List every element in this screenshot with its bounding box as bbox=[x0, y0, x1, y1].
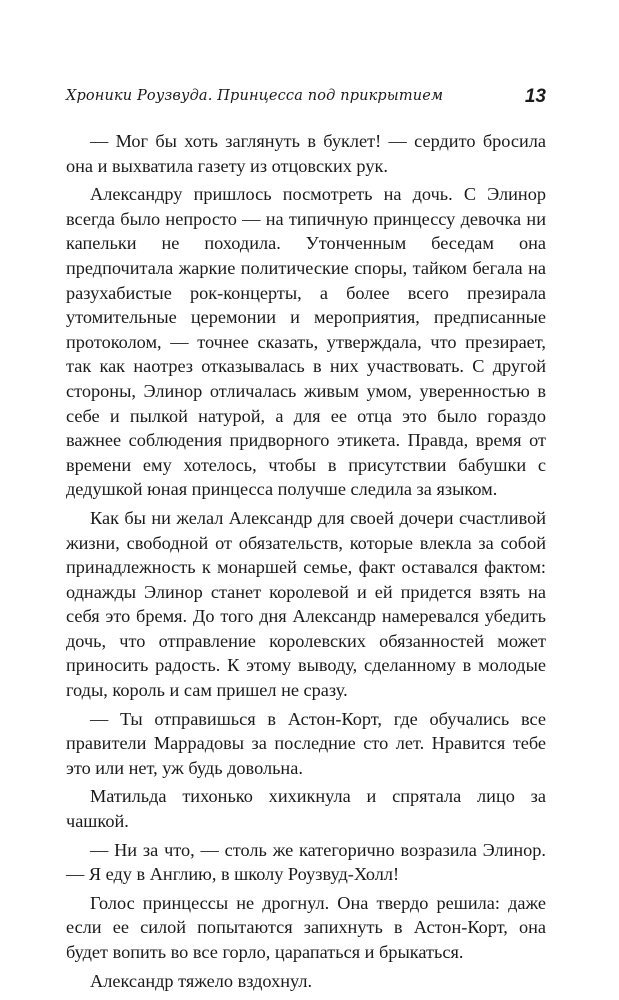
paragraph: Александр тяжело вздохнул. bbox=[90, 970, 313, 991]
paragraph: Голос принцессы не дрогнул. Она твердо решила: даже если ее силой попытаются запихнуть в Астон-Корт, она будет вопить во все горло, царапаться и брыкаться. bbox=[66, 892, 546, 962]
running-title: Хроники Роузвуда. Принцесса под прикрытием bbox=[66, 88, 444, 104]
paragraph: — Ни за что, — столь же категорично возразила Элинор. — Я еду в Англию, в школу Роузвуд-Холл! bbox=[66, 839, 546, 885]
paragraph: Как бы ни желал Александр для своей дочери счастливой жизни, свободной от обязательств, которые влекла за собой принадлежность к монаршей семье, факт оставался фактом: однажды Элинор станет королевой и ей придется взять на себя это бремя. До того дня Александр намеревался убедить дочь, что отправление королевских обязанностей может приносить радость. К этому выводу, сделанному в молодые годы, король и сам пришел не сразу. bbox=[66, 507, 546, 701]
paragraph: Матильда тихонько хихикнула и спрятала лицо за чашкой. bbox=[66, 786, 546, 832]
running-header bbox=[66, 86, 546, 114]
paragraph: — Ты отправишься в Астон-Корт, где обучались все правители Маррадовы за последние сто лет. Нравится тебе это или нет, уж будь довольна. bbox=[66, 708, 546, 778]
page-number: 13 bbox=[524, 86, 546, 107]
paragraph: — Мог бы хоть заглянуть в буклет! — сердито бросила она и выхватила газету из отцовских рук. bbox=[66, 131, 546, 176]
body-text bbox=[66, 129, 546, 993]
paragraph: Александру пришлось посмотреть на дочь. С Элинор всегда было непросто — на типичную принцессу девочка ни капельки не походила. Утонченным беседам она предпочитала жаркие политические споры, тайком бегала на разухабистые рок-концерты, а более всего презирала утомительные церемонии и мероприятия, предписанные протоколом, — точнее сказать, утверждала, что презирает, так как наотрез отказывалась в них участвовать. С другой стороны, Элинор отличалась живым умом, уверенностью в себе и пылкой натурой, а для ее отца это было гораздо важнее соблюдения придворного этикета. Правда, время от времени ему хотелось, чтобы в присутствии бабушки с дедушкой юная принцесса получше следила за языком. bbox=[66, 184, 546, 500]
